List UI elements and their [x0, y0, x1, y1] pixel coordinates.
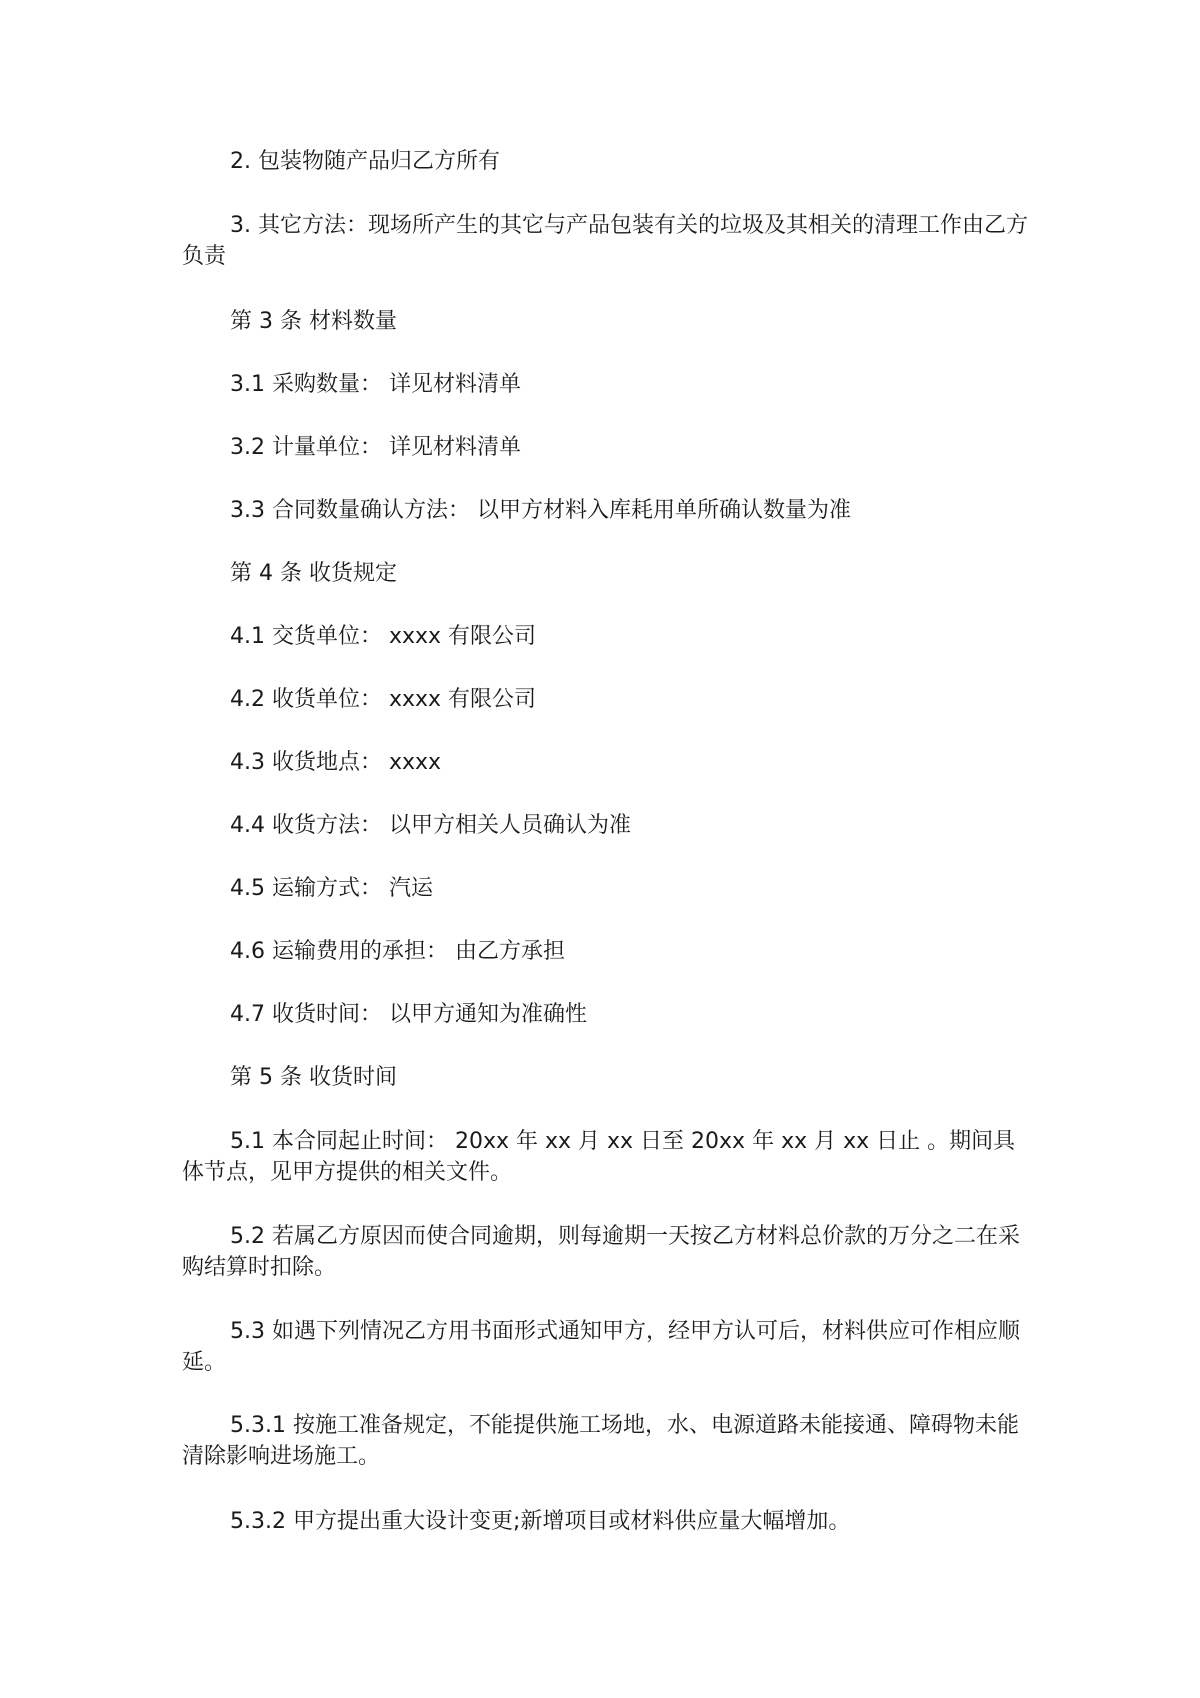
- heading-article-3: 第 3 条 材料数量: [230, 309, 397, 334]
- paragraph-4-3: 4.3 收货地点： xxxx: [230, 750, 442, 775]
- paragraph-5-2: 5.2 若属乙方原因而使合同逾期，则每逾期一天按乙方材料总价款的万分之二在采购结算时扣除。: [182, 1224, 1020, 1280]
- paragraph-5-3-2: 5.3.2 甲方提出重大设计变更;新增项目或材料供应量大幅增加。: [230, 1509, 851, 1534]
- paragraph-4-1: 4.1 交货单位： xxxx 有限公司: [230, 624, 537, 649]
- paragraph-3-3: 3.3 合同数量确认方法： 以甲方材料入库耗用单所确认数量为准: [230, 498, 851, 523]
- paragraph-5-3: 5.3 如遇下列情况乙方用书面形式通知甲方，经甲方认可后，材料供应可作相应顺延。: [182, 1319, 1020, 1375]
- paragraph-packaging-ownership: 2. 包装物随产品归乙方所有: [230, 149, 500, 174]
- paragraph-5-1: 5.1 本合同起止时间： 20xx 年 xx 月 xx 日至 20xx 年 xx 月 xx 日止 。期间具体节点，见甲方提供的相关文件。: [182, 1129, 1016, 1185]
- paragraph-4-2: 4.2 收货单位： xxxx 有限公司: [230, 687, 537, 712]
- paragraph-4-5: 4.5 运输方式： 汽运: [230, 876, 433, 901]
- paragraph-3-1: 3.1 采购数量： 详见材料清单: [230, 372, 521, 397]
- paragraph-4-7: 4.7 收货时间： 以甲方通知为准确性: [230, 1002, 587, 1027]
- paragraph-5-3-1: 5.3.1 按施工准备规定，不能提供施工场地，水、电源道路未能接通、障碍物未能清除影响进场施工。: [182, 1413, 1019, 1469]
- paragraph-4-6: 4.6 运输费用的承担： 由乙方承担: [230, 939, 565, 964]
- heading-article-5: 第 5 条 收货时间: [230, 1065, 397, 1090]
- heading-article-4: 第 4 条 收货规定: [230, 561, 397, 586]
- paragraph-other-methods: 3. 其它方法：现场所产生的其它与产品包装有关的垃圾及其相关的清理工作由乙方负责: [182, 213, 1028, 269]
- paragraph-3-2: 3.2 计量单位： 详见材料清单: [230, 435, 521, 460]
- paragraph-4-4: 4.4 收货方法： 以甲方相关人员确认为准: [230, 813, 631, 838]
